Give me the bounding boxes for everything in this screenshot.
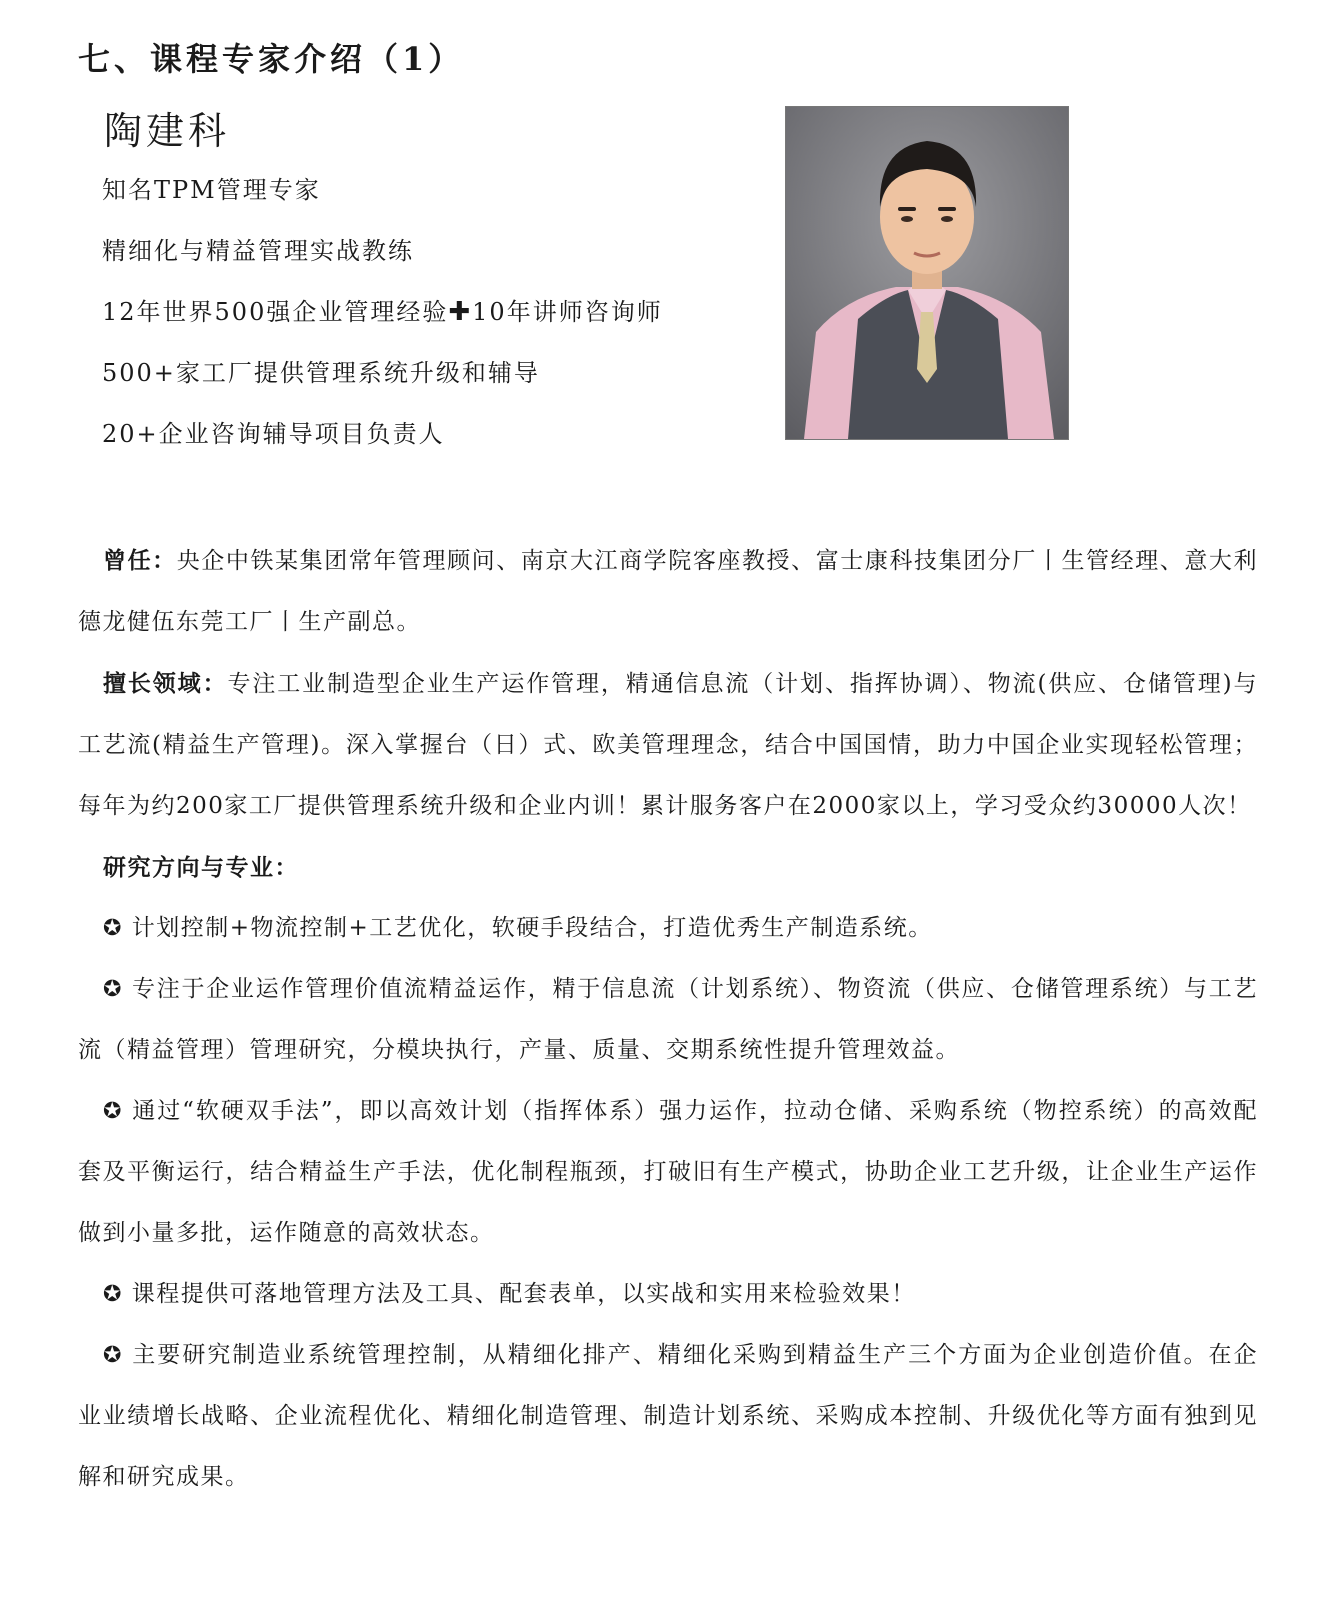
expert-name: 陶建科	[104, 109, 231, 153]
former-label: 曾任：	[103, 547, 177, 574]
research-item-text: 专注于企业运作管理价值流精益运作，精于信息流（计划系统）、物资流（供应、仓储管理系统）与工艺流（精益管理）管理研究，分模块执行，产量、质量、交期系统性提升管理效益。	[78, 976, 1259, 1063]
title-item: 20+企业咨询辅导项目负责人	[102, 420, 445, 448]
title-item: 500+家工厂提供管理系统升级和辅导	[102, 359, 540, 387]
expert-titles	[102, 170, 663, 475]
former-text: 央企中铁某集团常年管理顾问、南京大江商学院客座教授、富士康科技集团分厂丨生管经理、意大利德龙健伍东莞工厂丨生产副总。	[78, 548, 1259, 635]
research-item	[78, 959, 1258, 1081]
title-item-part: 10年讲师咨询师	[472, 298, 663, 326]
expertise-label: 擅长领域：	[103, 670, 228, 697]
star-bullet-icon: ✪	[103, 916, 123, 941]
bio-body	[78, 530, 1258, 1508]
title-item: 精细化与精益管理实战教练	[102, 237, 414, 265]
research-heading: 研究方向与专业：	[103, 854, 299, 881]
research-item-text: 通过“软硬双手法”，即以高效计划（指挥体系）强力运作，拉动仓储、采购系统（物控系统）的高效配套及平衡运行，结合精益生产手法，优化制程瓶颈，打破旧有生产模式，协助企业工艺升级，让企业生产运作做到小量多批，运作随意的高效状态。	[78, 1098, 1258, 1246]
expertise-text: 专注工业制造型企业生产运作管理，精通信息流（计划、指挥协调）、物流(供应、仓储管理)与工艺流(精益生产管理)。深入掌握台（日）式、欧美管理理念，结合中国国情，助力中国企业实现轻松管理；每年为约200家工厂提供管理系统升级和企业内训！累计服务客户在2000家以上，学习受众约30000人次！	[78, 671, 1259, 819]
portrait-photo	[785, 106, 1069, 440]
research-item	[78, 1081, 1258, 1264]
former-positions	[78, 530, 1258, 653]
research-item	[78, 898, 1258, 959]
expertise-paragraph	[78, 653, 1258, 837]
section-title: 七、课程专家介绍（1）	[78, 40, 465, 78]
star-bullet-icon: ✪	[103, 1343, 123, 1368]
plus-icon: ✚	[448, 297, 473, 327]
research-item-text: 主要研究制造业系统管理控制，从精细化排产、精细化采购到精益生产三个方面为企业创造价值。在企业业绩增长战略、企业流程优化、精细化制造管理、制造计划系统、采购成本控制、升级优化等方面有独到见解和研究成果。	[78, 1342, 1259, 1490]
research-item-text: 计划控制+物流控制+工艺优化，软硬手段结合，打造优秀生产制造系统。	[131, 915, 933, 941]
title-item	[102, 292, 663, 353]
research-item	[78, 1325, 1258, 1508]
star-bullet-icon: ✪	[103, 1099, 123, 1124]
research-item	[78, 1264, 1258, 1325]
star-bullet-icon: ✪	[103, 977, 123, 1002]
title-item-part: 12年世界500强企业管理经验	[102, 298, 449, 326]
research-item-text: 课程提供可落地管理方法及工具、配套表单，以实战和实用来检验效果！	[131, 1281, 916, 1307]
star-bullet-icon: ✪	[103, 1282, 123, 1307]
title-item: 知名TPM管理专家	[102, 176, 321, 204]
